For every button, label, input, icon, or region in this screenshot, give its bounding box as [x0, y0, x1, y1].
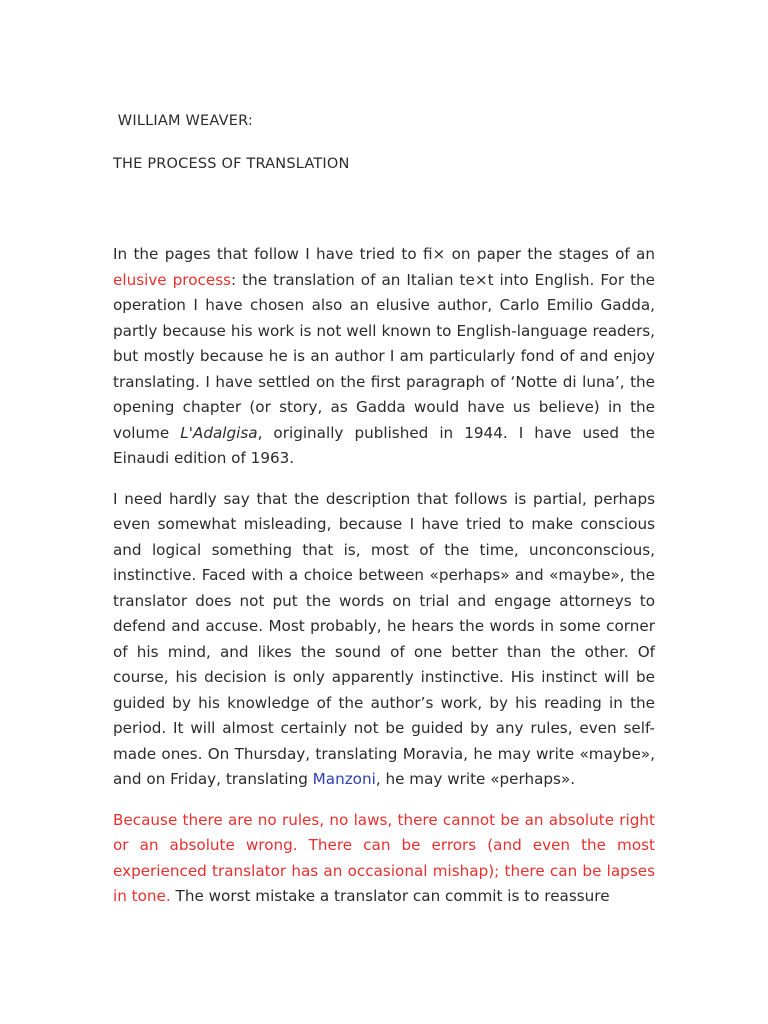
document-body — [113, 242, 655, 925]
document-title: THE PROCESS OF TRANSLATION — [113, 156, 350, 172]
book-title: L'Adalgisa — [180, 423, 258, 442]
paragraph-1-text-start: In the pages that follow I have tried to fi× on paper the stages of an — [113, 245, 655, 263]
paragraph-1-text-middle: : the translation of an Italian te×t into English. For the operation I have chosen also an elusive author, Carlo Emilio Gadda, partly because his work is not well known to English-language readers, but mostly because he is an author I am particularly fond of and enjoy translating. I have settled on the first paragraph of ‘Notte di luna’, the opening chapter (or story, as Gadda would have us believe) in the volume — [113, 270, 656, 442]
author-name: WILLIAM WEAVER: — [113, 113, 253, 129]
paragraph-2-text-start: I need hardly say that the description that follows is partial, perhaps even somewhat misleading, because I have tried to make conscious and logical something that is, most of the time, unconconscious, instinctive. Faced with a choice between «perhaps» and «maybe», the translator does not put the words on trial and engage attorneys to defend and accuse. Most probably, he hears the words in some corner of his mind, and likes the sound of one better than the other. Of course, his decision is only apparently instinctive. His instinct will be guided by his knowledge of the author’s work, by his reading in the period. It will almost certainly not be guided by any rules, even self-made ones. On Thursday, translating Moravia, he may write «maybe», and on Friday, translating — [113, 489, 655, 788]
manzoni-link[interactable]: Manzoni — [312, 770, 376, 788]
paragraph-1 — [113, 242, 655, 472]
paragraph-3 — [113, 808, 655, 910]
paragraph-2-text-end: , he may write «perhaps». — [375, 770, 576, 788]
paragraph-1-text-end: , originally published in 1944. I have used the Einaudi edition of 1963. — [113, 423, 655, 467]
paragraph-2 — [113, 487, 655, 793]
paragraph-3-text-end: The worst mistake a translator can commit is to reassure — [170, 887, 610, 905]
highlighted-phrase: elusive process — [113, 270, 232, 289]
highlighted-passage: Because there are no rules, no laws, there cannot be an absolute right or an absolute wrong. There can be errors (and even the most experienced translator has an occasional mishap); there can be lapses in tone. — [113, 810, 655, 905]
